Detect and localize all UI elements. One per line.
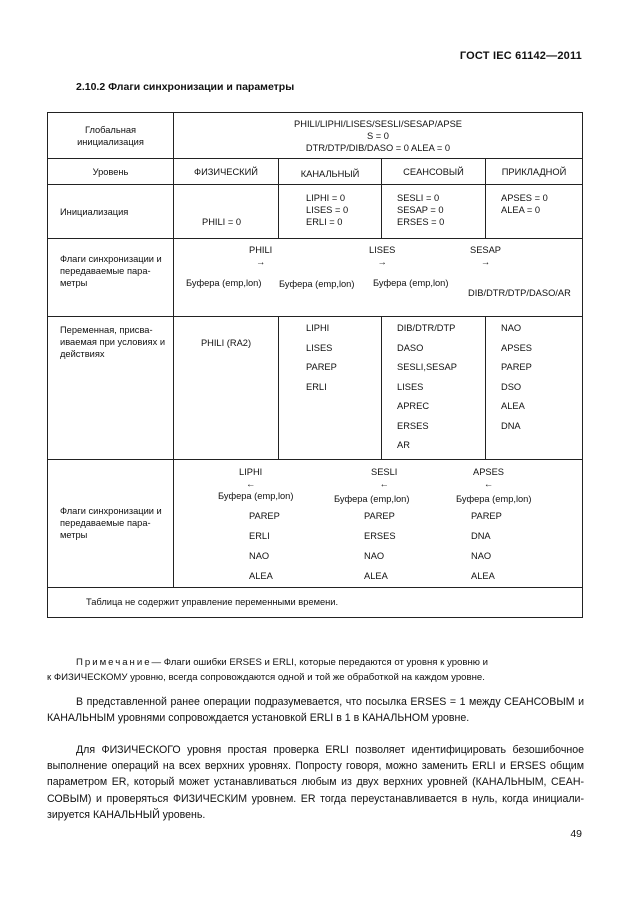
var-link	[279, 317, 382, 460]
back-list-item: ERLI	[249, 530, 270, 541]
level-application: ПРИКЛАДНОЙ	[486, 159, 583, 185]
var-link-item: LISES	[306, 342, 333, 353]
buffer-2: Буфера (emp,lon)	[279, 279, 355, 289]
label-variables: Переменная, присва-иваемая при условиях и действиях	[48, 317, 174, 460]
section-title: 2.10.2 Флаги синхронизации и параметры	[76, 81, 295, 93]
back-list-item: ERSES	[364, 530, 396, 541]
row-sync-forward	[48, 239, 583, 317]
paragraph-1-body: В представленной ранее операции подразумевается, что посылка ERSES = 1 между СЕАНСОВЫМ и КАНАЛЬНЫМ уровнями сопровождается установкой ERLI в 1 в КАНАЛЬНОМ уровне.	[47, 696, 584, 725]
var-application-item: APSES	[501, 342, 533, 353]
back-buffer-1: Буфера (emp,lon)	[218, 490, 294, 501]
back-list-item: PAREP	[249, 510, 280, 521]
var-application-list	[501, 322, 582, 439]
var-application	[486, 317, 583, 460]
row-global-init	[48, 113, 583, 159]
paragraph-2	[47, 742, 584, 823]
row-footnote	[48, 587, 583, 617]
var-link-item: PAREP	[306, 362, 337, 372]
global-init-line1: PHILI/LIPHI/LISES/SESLI/SESAP/APSE	[294, 119, 462, 129]
back-list-item: ALEA	[249, 570, 273, 581]
label-level: Уровень	[48, 159, 174, 185]
page-number: 49	[570, 828, 582, 840]
init-physical	[174, 185, 279, 239]
paragraph-1-text	[47, 694, 584, 726]
var-session-item: APREC	[397, 401, 430, 411]
init-physical-value: PHILI = 0	[202, 217, 242, 227]
back-list-item: ALEA	[364, 570, 388, 581]
label-global-init-text: Глобальная инициализация	[77, 124, 144, 147]
level-link: КАНАЛЬНЫЙ	[279, 159, 382, 185]
back-buffer-2: Буфера (emp,lon)	[334, 493, 410, 504]
label-sync-forward: Флаги синхронизации и передаваемые пара-метры	[48, 239, 174, 317]
label-sync-backward: Флаги синхронизации и передаваемые пара-метры	[48, 459, 174, 587]
back-list-2	[364, 510, 396, 590]
var-session-item: SESLI,SESAP	[397, 362, 457, 372]
var-link-item: ERLI	[306, 381, 327, 392]
init-session-1: SESLI = 0	[397, 193, 440, 203]
arrow-left-icon: ←	[483, 478, 494, 489]
note-line2: к ФИЗИЧЕСКОМУ уровню, всегда сопровождаются одной и той же обработкой на каждом уровне.	[47, 671, 485, 683]
flag-liphi	[239, 466, 262, 490]
back-list-item: NAO	[364, 550, 385, 561]
row-sync-backward	[48, 459, 583, 587]
arrow-right-icon: →	[480, 257, 491, 267]
var-session-list	[397, 322, 485, 459]
global-init-values	[174, 113, 583, 159]
row-initialization	[48, 185, 583, 239]
global-init-line2: S = 0	[367, 131, 389, 141]
sync-flags-table	[47, 112, 583, 618]
back-list-item: NAO	[471, 550, 492, 561]
note-block	[47, 656, 584, 685]
table-footnote: Таблица не содержит управление переменными времени.	[48, 587, 583, 617]
back-list-3	[471, 510, 502, 590]
level-physical: ФИЗИЧЕСКИЙ	[174, 159, 279, 185]
standard-header: ГОСТ IEC 61142—2011	[459, 50, 582, 62]
flag-sesap-label: SESAP	[470, 245, 502, 255]
var-session-item: AR	[397, 440, 410, 450]
var-application-item: ALEA	[501, 401, 525, 411]
init-session-2: SESAP = 0	[397, 205, 444, 215]
flag-sesli	[371, 466, 397, 490]
row-level	[48, 159, 583, 185]
back-list-item: PAREP	[471, 510, 502, 521]
back-list-item: DNA	[471, 530, 491, 541]
level-session: СЕАНСОВЫЙ	[382, 159, 486, 185]
var-application-item: DNA	[501, 420, 521, 431]
var-physical: PHILI (RA2)	[174, 317, 279, 460]
flag-lises	[369, 244, 395, 268]
note-label: Примечание	[76, 657, 152, 668]
var-session-item: DASO	[397, 342, 424, 353]
init-link-1: LIPHI = 0	[306, 193, 346, 203]
flag-apses	[473, 466, 504, 490]
init-link	[279, 185, 382, 239]
var-application-item: PAREP	[501, 362, 532, 372]
arrow-right-icon: →	[255, 257, 266, 267]
back-list-1	[249, 510, 280, 590]
init-session	[382, 185, 486, 239]
var-application-item: NAO	[501, 323, 522, 333]
flag-lises-label: LISES	[369, 245, 396, 255]
note-line1	[76, 656, 584, 671]
var-session-item: LISES	[397, 381, 424, 392]
flag-phili	[249, 244, 272, 268]
sync-forward-content	[174, 239, 583, 317]
init-link-3: ERLI = 0	[306, 217, 343, 227]
label-global-init	[48, 113, 174, 159]
init-session-3: ERSES = 0	[397, 217, 445, 227]
var-link-list	[306, 322, 381, 400]
var-session-item: ERSES	[397, 420, 429, 431]
init-application-2: ALEA = 0	[501, 205, 541, 215]
var-link-item: LIPHI	[306, 323, 330, 333]
back-list-item: PAREP	[364, 510, 395, 521]
forward-application-params: DIB/DTR/DTP/DASO/AR	[468, 288, 571, 298]
paragraph-2-body: Для ФИЗИЧЕСКОГО уровня простая проверка ERLI позволяет идентифицировать безошибочное выполнение операций на всех верхних уровнях. Попросту говоря, можно заменить ERLI и ERSES общим параметром ER, который может устанавливаться любым из двух верхних уровней (КАНАЛЬНЫМ, СЕАН-СОВЫМ) и проверяться ФИЗИЧЕСКИМ уровнем. ER тогда переустанавливается в нуль, когда инициали-зируется КАНАЛЬНЫЙ уровень.	[47, 744, 584, 821]
buffer-3: Буфера (emp,lon)	[373, 278, 449, 288]
flag-apses-label: APSES	[473, 466, 505, 477]
row-variables	[48, 317, 583, 460]
flag-liphi-label: LIPHI	[239, 466, 263, 477]
flag-phili-label: PHILI	[249, 245, 273, 255]
label-initialization: Инициализация	[48, 185, 174, 239]
back-list-item: ALEA	[471, 570, 495, 581]
note-text: — Флаги ошибки ERSES и ERLI, которые передаются от уровня к уровню и	[151, 657, 488, 668]
init-application-1: APSES = 0	[501, 193, 548, 203]
back-buffer-3: Буфера (emp,lon)	[456, 493, 532, 504]
global-init-line3: DTR/DTP/DIB/DASO = 0 ALEA = 0	[305, 143, 451, 153]
paragraph-1	[47, 694, 584, 726]
buffer-1: Буфера (emp,lon)	[186, 278, 262, 288]
arrow-right-icon: →	[377, 257, 387, 267]
var-session	[382, 317, 486, 460]
arrow-left-icon: ←	[379, 478, 389, 489]
arrow-left-icon: ←	[245, 478, 256, 489]
sync-backward-content	[174, 459, 583, 587]
back-list-item: NAO	[249, 550, 270, 561]
init-link-2: LISES = 0	[306, 205, 349, 215]
var-session-item: DIB/DTR/DTP	[397, 323, 456, 333]
flag-sesli-label: SESLI	[371, 466, 398, 477]
var-application-item: DSO	[501, 381, 522, 392]
init-application	[486, 185, 583, 239]
flag-sesap	[470, 244, 501, 268]
